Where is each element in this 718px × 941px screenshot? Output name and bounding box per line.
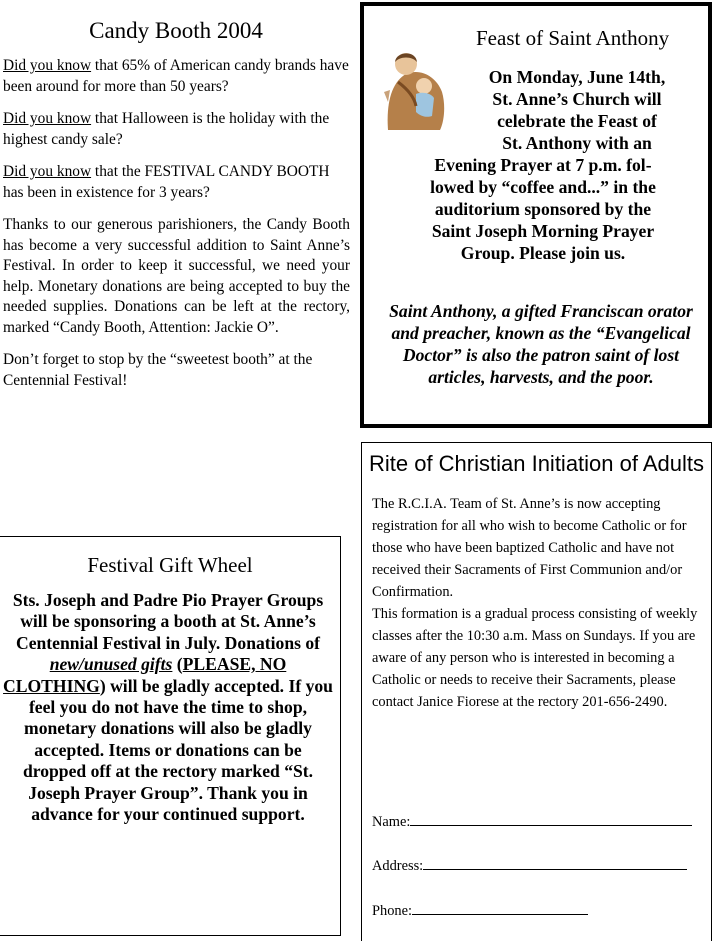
rcia-title: Rite of Christian Initiation of Adults bbox=[368, 451, 705, 476]
address-field-line[interactable] bbox=[423, 857, 687, 870]
rcia-body bbox=[372, 493, 707, 713]
rcia-paragraph-registration: The R.C.I.A. Team of St. Anne’s is now accepting registration for all who wish to become Catholic or for those who have been baptized Catholic and have not received their Sacraments of First Communion and/or Confirmation. bbox=[372, 496, 687, 600]
name-label: Name: bbox=[372, 814, 411, 830]
address-label: Address: bbox=[372, 858, 424, 874]
phone-label: Phone: bbox=[372, 903, 412, 919]
feast-saint-anthony-box bbox=[360, 2, 712, 428]
candy-booth-article bbox=[0, 18, 352, 403]
candy-fact-3: Did you know that the FESTIVAL CANDY BOOTH has been in existence for 3 years? bbox=[3, 163, 330, 201]
festival-gift-wheel-box bbox=[0, 536, 341, 936]
gift-wheel-body: Sts. Joseph and Padre Pio Prayer Groups will be sponsoring a booth at St. Anne’s Centennial Festival in July. Donations of new/unused gifts (PLEASE, NO CLOTHING) will be gladly accepted. If you feel you do not have the time to shop, monetary donations will also be gladly accepted. Items or donations can be dropped off at the rectory marked “St. Joseph Prayer Group”. Thank you in advance for your continued support. bbox=[3, 590, 333, 825]
candy-fact-1: Did you know that 65% of American candy brands have been around for more than 50 years? bbox=[3, 57, 349, 95]
name-field-line[interactable] bbox=[410, 813, 692, 826]
gift-wheel-title: Festival Gift Wheel bbox=[87, 553, 253, 577]
phone-field-line[interactable] bbox=[412, 902, 588, 915]
candy-booth-title: Candy Booth 2004 bbox=[89, 18, 263, 43]
name-field-row[interactable] bbox=[372, 813, 692, 831]
address-field-row[interactable] bbox=[372, 857, 687, 875]
saint-anthony-description: Saint Anthony, a gifted Franciscan orator and preacher, known as the “Evangelical Doctor” is also the patron saint of lost articles, harvests, and the poor. bbox=[389, 301, 693, 387]
candy-paragraph-reminder: Don’t forget to stop by the “sweetest booth” at the Centennial Festival! bbox=[3, 351, 313, 389]
rcia-box bbox=[361, 442, 712, 941]
feast-announcement: On Monday, June 14th, St. Anne’s Church will celebrate the Feast of St. Anthony with an Evening Prayer at 7 p.m. fol- lowed by “coffee and...” in the auditorium sponsored by the Saint Joseph Morning Prayer Group. Please join us. bbox=[430, 67, 666, 263]
candy-paragraph-donations: Thanks to our generous parishioners, the Candy Booth has become a very successful addition to Saint Anne’s Festival. In order to keep it successful, we need your help. Monetary donations are being accepted to buy the needed supplies. Donations can be left at the rectory, marked “Candy Booth, Attention: Jackie O”. bbox=[3, 216, 350, 336]
candy-fact-2: Did you know that Halloween is the holiday with the highest candy sale? bbox=[3, 110, 330, 148]
feast-title: Feast of Saint Anthony bbox=[476, 26, 670, 50]
rcia-paragraph-formation: This formation is a gradual process consisting of weekly classes after the 10:30 a.m. Mass on Sundays. If you are aware of any person who is interested in becoming a Catholic or needs to receive their Sacraments, please contact Janice Fiorese at the rectory 201-656-2490. bbox=[372, 606, 698, 710]
phone-field-row[interactable] bbox=[372, 902, 588, 920]
